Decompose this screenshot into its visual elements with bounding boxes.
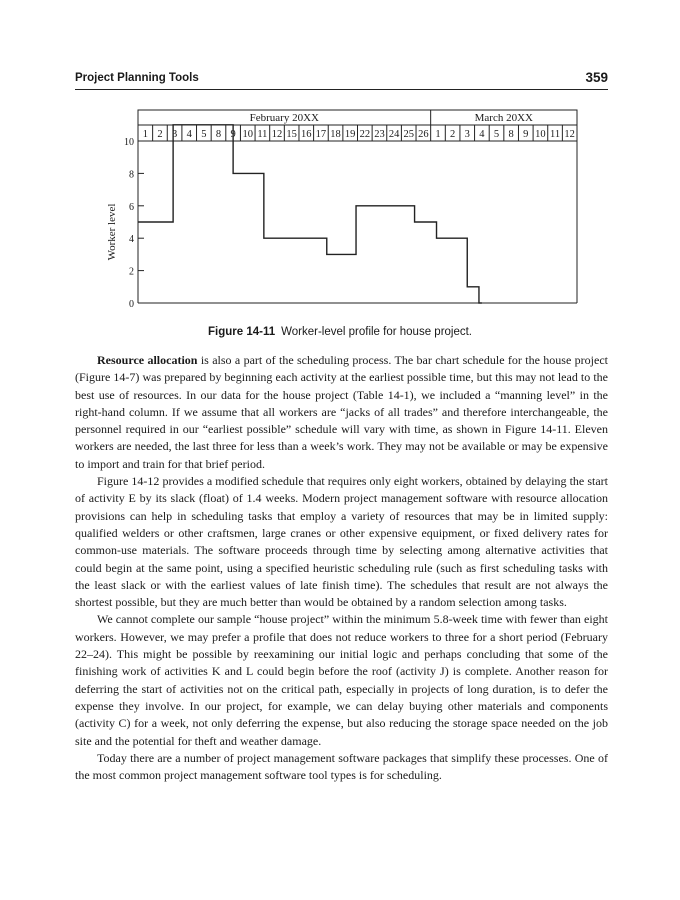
worker-level-chart: [0, 0, 680, 320]
day-tick-label: 2: [157, 129, 163, 140]
day-tick-label: 8: [508, 129, 514, 140]
month-label: February 20XX: [249, 112, 320, 124]
day-tick-label: 18: [330, 129, 341, 140]
day-tick-label: 5: [201, 129, 207, 140]
day-tick-label: 9: [523, 129, 529, 140]
day-tick-label: 2: [449, 129, 456, 140]
y-tick-label: 0: [129, 299, 134, 310]
day-tick-label: 4: [479, 129, 485, 140]
day-tick-label: 3: [464, 129, 470, 140]
worker-level-profile-line: [138, 125, 482, 303]
y-tick-label: 10: [124, 137, 134, 148]
page-number: 359: [585, 70, 608, 85]
day-tick-label: 9: [230, 129, 236, 140]
day-tick-label: 19: [344, 129, 356, 140]
month-label: March 20XX: [474, 112, 534, 124]
y-axis-label: Worker level: [106, 203, 118, 261]
day-tick-label: 26: [418, 129, 429, 140]
figure-caption-text: Worker-level profile for house project.: [281, 326, 473, 338]
day-tick-label: 1: [142, 129, 148, 140]
paragraph-4: Today there are a number of project management software packages that simplify these processes. One of the most common project management software tool types is for scheduling.: [75, 750, 608, 783]
day-tick-label: 23: [374, 129, 385, 140]
day-tick-label: 12: [564, 129, 575, 140]
day-tick-label: 22: [359, 129, 371, 140]
figure-caption: [0, 326, 680, 338]
day-tick-label: 10: [535, 129, 546, 140]
day-tick-label: 11: [257, 129, 268, 140]
paragraph-1: [75, 352, 608, 473]
paragraph-2: Figure 14-12 provides a modified schedule that requires only eight workers, obtained by delaying the start of activity E by its slack (float) of 1.4 weeks. Modern project management software with resource allocation provisions can help in scheduling tasks that employ a variety of resources that may be in limited supply: qualified welders or other craftsmen, large cranes or other expensive equipment, or fixed delivery rates for common-use materials. The software proceeds through time by selecting among alternative activities that could begin at the same point, using a specified heuristic scheduling rule (such as first scheduling tasks with the least slack or with the earliest values of late finish time). The schedules that result are not always the shortest possible, but they are much better than would be obtained by a random selection among tasks.: [75, 474, 608, 610]
y-tick-label: 4: [129, 234, 134, 246]
day-tick-label: 10: [242, 129, 253, 140]
term-resource-allocation: Resource allocation: [97, 353, 198, 367]
day-tick-label: 17: [315, 129, 327, 140]
day-tick-label: 16: [301, 129, 312, 140]
running-head-title: Project Planning Tools: [75, 72, 199, 84]
paragraph-1-text: is also a part of the scheduling process. The bar chart schedule for the house project (Figure 14-7) was prepared by beginning each activity at the earliest possible time, but this may not lead to the best use of resources. In our data for the house project (Table 14-1), we included a “manning level” in the right-hand column. If we assume that all workers are “jacks of all trades” and therefore interchangeable, the personnel required in our “earliest possible” schedule will vary with time, as shown in Figure 14-11. Eleven workers are needed, the last three for less than a week’s work. They may not be available or may be expensive to import and train for that brief period.: [75, 353, 608, 471]
day-tick-label: 5: [493, 129, 500, 140]
day-tick-label: 12: [271, 129, 283, 140]
day-tick-label: 1: [435, 129, 441, 140]
day-tick-label: 15: [286, 129, 297, 140]
y-tick-label: 8: [129, 169, 134, 181]
paragraph-3: We cannot complete our sample “house project” within the minimum 5.8-week time with fewer than eight workers. However, we may prefer a profile that does not reduce workers to three for a short period (February 22–24). This might be possible by reexamining our initial logic and perhaps concluding that some of the finishing work of activities K and L could begin before the roof (activity J) is complete. Another reason for deferring the start of activities not on the critical path, especially in projects of long duration, is to defer the expense they involve. In our project, for example, we can delay buying other materials and components (activity C) for a week, not only deferring the expense, but also reducing the storage space needed on the job site and the potential for theft and weather damage.: [75, 612, 608, 748]
day-tick-label: 25: [403, 129, 414, 140]
day-tick-label: 3: [171, 129, 178, 140]
day-tick-label: 4: [186, 129, 192, 140]
y-tick-label: 2: [129, 266, 134, 278]
day-tick-label: 11: [549, 129, 561, 140]
body-text: [75, 352, 608, 784]
day-tick-label: 24: [388, 129, 400, 140]
figure-label: Figure 14-11: [207, 326, 276, 338]
y-tick-label: 6: [129, 201, 134, 213]
day-tick-label: 8: [215, 129, 222, 140]
